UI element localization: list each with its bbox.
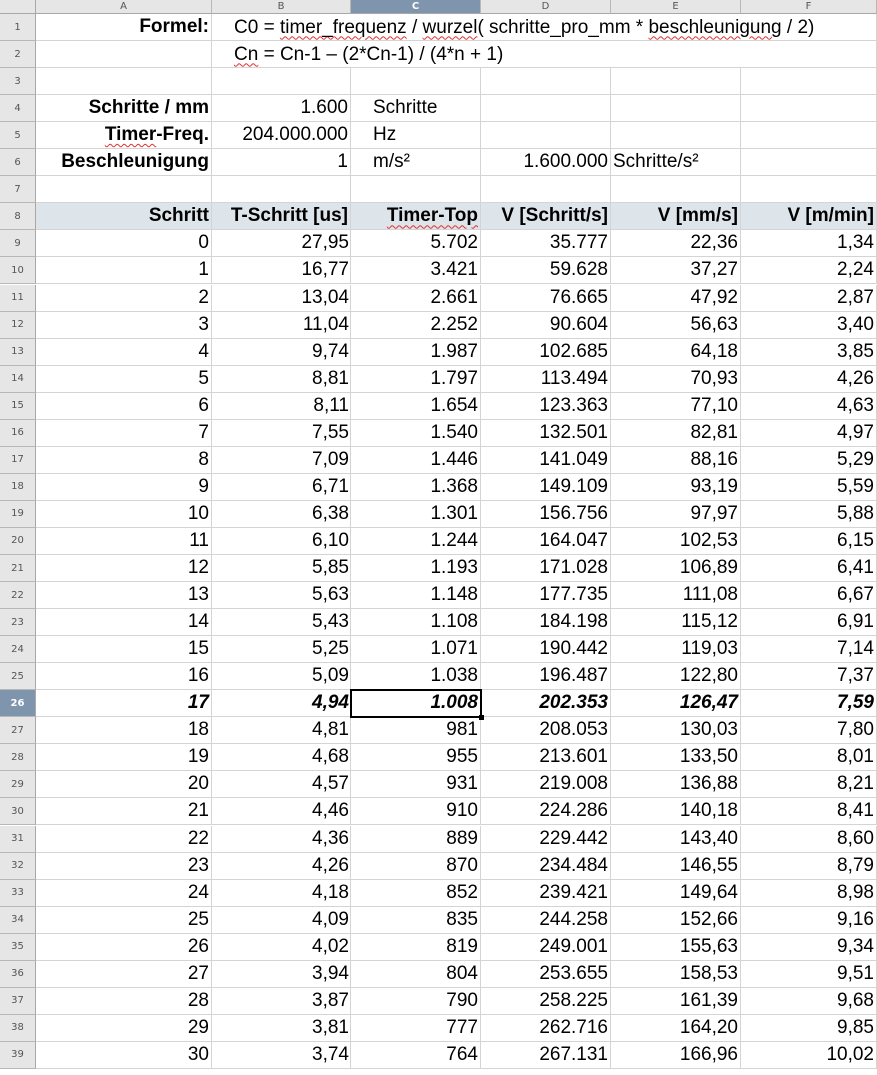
table-cell[interactable]: 90.604 [481, 312, 611, 339]
timer-freq-label-part: -Freq. [156, 124, 209, 146]
table-cell[interactable]: 1.071 [351, 636, 481, 663]
table-cell[interactable]: 14 [36, 609, 212, 636]
table-cell[interactable]: 93,19 [611, 474, 741, 501]
grid-cell[interactable] [351, 176, 481, 203]
row-header-30[interactable]: 30 [0, 798, 36, 825]
row-header-9[interactable]: 9 [0, 230, 36, 257]
table-cell[interactable]: 64,18 [611, 339, 741, 366]
table-header-text: Timer-Top [386, 205, 478, 227]
table-cell[interactable]: 4,68 [212, 744, 351, 771]
formula-label[interactable]: Formel: [36, 14, 212, 41]
table-cell[interactable]: 20 [36, 771, 212, 798]
table-cell[interactable]: 5,09 [212, 663, 351, 690]
table-cell[interactable]: 158,53 [611, 961, 741, 988]
grid-cell[interactable] [36, 68, 212, 95]
row-header-13[interactable]: 13 [0, 339, 36, 366]
formula-line-1-part: ( schritte_pro_mm * [477, 16, 649, 38]
table-cell[interactable]: 6,67 [741, 582, 877, 609]
row-header-19[interactable]: 19 [0, 501, 36, 528]
table-cell[interactable]: 7,59 [741, 690, 877, 717]
grid-cell[interactable] [611, 68, 741, 95]
table-cell[interactable]: 5,25 [212, 636, 351, 663]
table-cell[interactable]: 239.421 [481, 880, 611, 907]
table-cell[interactable]: 0 [36, 230, 212, 257]
select-all-corner[interactable] [0, 0, 36, 14]
table-cell[interactable]: 5,63 [212, 582, 351, 609]
table-cell[interactable]: 6,41 [741, 555, 877, 582]
table-cell[interactable]: 7,37 [741, 663, 877, 690]
table-cell[interactable]: 115,12 [611, 609, 741, 636]
table-cell[interactable]: 6 [36, 393, 212, 420]
table-header-3[interactable]: V [Schritt/s] [481, 203, 611, 230]
grid-cell[interactable] [481, 68, 611, 95]
formula-line-1-part: wurzel [422, 16, 478, 38]
table-cell[interactable]: 262.716 [481, 1015, 611, 1042]
table-cell[interactable]: 149.109 [481, 474, 611, 501]
table-cell[interactable]: 9,16 [741, 907, 877, 934]
formula-line-2-part: Cn [234, 43, 259, 65]
table-cell[interactable]: 10,02 [741, 1042, 877, 1069]
table-cell[interactable]: 5 [36, 366, 212, 393]
row-header-1[interactable]: 1 [0, 14, 36, 41]
table-cell[interactable]: 177.735 [481, 582, 611, 609]
table-cell[interactable]: 13,04 [212, 285, 351, 312]
table-cell[interactable]: 3,85 [741, 339, 877, 366]
table-cell[interactable]: 4,81 [212, 717, 351, 744]
grid-cell[interactable] [741, 68, 877, 95]
row-header-26[interactable]: 26 [0, 690, 36, 717]
formula-line-1-part: / [406, 16, 423, 38]
table-cell[interactable]: 253.655 [481, 961, 611, 988]
table-cell[interactable]: 1,34 [741, 230, 877, 257]
row-header-11[interactable]: 11 [0, 285, 36, 312]
grid-cell[interactable] [611, 95, 741, 122]
table-cell[interactable]: 4,94 [212, 690, 351, 717]
table-cell[interactable]: 37,27 [611, 257, 741, 284]
row-header-29[interactable]: 29 [0, 771, 36, 798]
table-cell[interactable]: 3,40 [741, 312, 877, 339]
table-cell[interactable]: 140,18 [611, 798, 741, 825]
table-cell[interactable]: 777 [351, 1015, 481, 1042]
table-cell[interactable]: 132.501 [481, 420, 611, 447]
table-cell[interactable]: 82,81 [611, 420, 741, 447]
table-cell[interactable]: 143,40 [611, 826, 741, 853]
table-cell[interactable]: 219.008 [481, 771, 611, 798]
row-header-10[interactable]: 10 [0, 257, 36, 284]
table-cell[interactable]: 1.008 [351, 690, 481, 717]
table-cell[interactable]: 29 [36, 1015, 212, 1042]
table-cell[interactable]: 166,96 [611, 1042, 741, 1069]
table-cell[interactable]: 8,60 [741, 826, 877, 853]
table-header-2[interactable] [351, 203, 481, 230]
table-cell[interactable]: 4,97 [741, 420, 877, 447]
table-cell[interactable]: 2,87 [741, 285, 877, 312]
table-cell[interactable]: 1.193 [351, 555, 481, 582]
table-cell[interactable]: 267.131 [481, 1042, 611, 1069]
table-cell[interactable]: 130,03 [611, 717, 741, 744]
table-cell[interactable]: 1 [36, 257, 212, 284]
row-header-7[interactable]: 7 [0, 176, 36, 203]
table-cell[interactable]: 5,59 [741, 474, 877, 501]
table-cell[interactable]: 4,26 [741, 366, 877, 393]
table-cell[interactable]: 9,34 [741, 934, 877, 961]
table-cell[interactable]: 229.442 [481, 826, 611, 853]
table-cell[interactable]: 35.777 [481, 230, 611, 257]
table-cell[interactable]: 5,88 [741, 501, 877, 528]
table-cell[interactable]: 1.987 [351, 339, 481, 366]
steps-unit[interactable]: Schritte [351, 95, 481, 122]
table-cell[interactable]: 161,39 [611, 988, 741, 1015]
row-header-2[interactable]: 2 [0, 41, 36, 68]
table-cell[interactable]: 258.225 [481, 988, 611, 1015]
table-cell[interactable]: 3,81 [212, 1015, 351, 1042]
table-cell[interactable]: 1.038 [351, 663, 481, 690]
row-header-27[interactable]: 27 [0, 717, 36, 744]
table-cell[interactable]: 8,81 [212, 366, 351, 393]
table-cell[interactable]: 790 [351, 988, 481, 1015]
acceleration-label[interactable]: Beschleunigung [36, 149, 212, 176]
table-cell[interactable]: 1.244 [351, 528, 481, 555]
table-cell[interactable]: 152,66 [611, 907, 741, 934]
table-cell[interactable]: 7 [36, 420, 212, 447]
table-cell[interactable]: 4,63 [741, 393, 877, 420]
table-cell[interactable]: 4,57 [212, 771, 351, 798]
table-cell[interactable]: 18 [36, 717, 212, 744]
row-header-8[interactable]: 8 [0, 203, 36, 230]
grid-cell[interactable] [36, 41, 212, 68]
table-cell[interactable]: 122,80 [611, 663, 741, 690]
table-cell[interactable]: 202.353 [481, 690, 611, 717]
table-cell[interactable]: 26 [36, 934, 212, 961]
table-cell[interactable]: 7,80 [741, 717, 877, 744]
table-cell[interactable]: 8,79 [741, 853, 877, 880]
table-cell[interactable]: 30 [36, 1042, 212, 1069]
grid-cell[interactable] [741, 149, 877, 176]
table-cell[interactable]: 102,53 [611, 528, 741, 555]
table-cell[interactable]: 22,36 [611, 230, 741, 257]
table-cell[interactable]: 59.628 [481, 257, 611, 284]
table-cell[interactable]: 27 [36, 961, 212, 988]
table-cell[interactable]: 25 [36, 907, 212, 934]
table-cell[interactable]: 9,85 [741, 1015, 877, 1042]
table-cell[interactable]: 6,71 [212, 474, 351, 501]
table-cell[interactable]: 8,98 [741, 880, 877, 907]
table-cell[interactable]: 111,08 [611, 582, 741, 609]
timer-freq-label-part: Timer [104, 124, 157, 146]
table-cell[interactable]: 7,09 [212, 447, 351, 474]
table-cell[interactable]: 184.198 [481, 609, 611, 636]
row-header-32[interactable]: 32 [0, 853, 36, 880]
table-cell[interactable]: 88,16 [611, 447, 741, 474]
table-cell[interactable]: 7,14 [741, 636, 877, 663]
acceleration-unit[interactable]: m/s² [351, 149, 481, 176]
row-header-14[interactable]: 14 [0, 366, 36, 393]
row-header-3[interactable]: 3 [0, 68, 36, 95]
acceleration-value[interactable]: 1 [212, 149, 351, 176]
table-cell[interactable]: 155,63 [611, 934, 741, 961]
table-cell[interactable]: 126,47 [611, 690, 741, 717]
acceleration-steps-value[interactable]: 1.600.000 [481, 149, 611, 176]
grid-cell[interactable] [741, 176, 877, 203]
table-cell[interactable]: 981 [351, 717, 481, 744]
table-cell[interactable]: 6,15 [741, 528, 877, 555]
table-cell[interactable]: 119,03 [611, 636, 741, 663]
table-cell[interactable]: 4,46 [212, 798, 351, 825]
table-cell[interactable]: 133,50 [611, 744, 741, 771]
table-cell[interactable]: 1.368 [351, 474, 481, 501]
table-cell[interactable]: 234.484 [481, 853, 611, 880]
table-cell[interactable]: 24 [36, 880, 212, 907]
table-cell[interactable]: 136,88 [611, 771, 741, 798]
table-cell[interactable]: 16 [36, 663, 212, 690]
table-cell[interactable]: 1.108 [351, 609, 481, 636]
table-cell[interactable]: 171.028 [481, 555, 611, 582]
table-cell[interactable]: 3 [36, 312, 212, 339]
table-cell[interactable]: 4 [36, 339, 212, 366]
table-cell[interactable]: 931 [351, 771, 481, 798]
table-cell[interactable]: 3,87 [212, 988, 351, 1015]
timer-freq-value[interactable]: 204.000.000 [212, 122, 351, 149]
grid-cell[interactable] [212, 68, 351, 95]
column-header-a[interactable]: A [36, 0, 212, 14]
steps-per-mm-value[interactable]: 1.600 [212, 95, 351, 122]
formula-line-1-part: C0 = [234, 16, 280, 38]
table-cell[interactable]: 764 [351, 1042, 481, 1069]
table-cell[interactable]: 6,91 [741, 609, 877, 636]
table-cell[interactable]: 1.301 [351, 501, 481, 528]
table-cell[interactable]: 910 [351, 798, 481, 825]
table-cell[interactable]: 8,01 [741, 744, 877, 771]
table-cell[interactable]: 6,10 [212, 528, 351, 555]
column-header-d[interactable]: D [481, 0, 611, 14]
row-header-15[interactable]: 15 [0, 393, 36, 420]
table-cell[interactable]: 11,04 [212, 312, 351, 339]
row-header-4[interactable]: 4 [0, 95, 36, 122]
table-cell[interactable]: 164,20 [611, 1015, 741, 1042]
grid-cell[interactable] [611, 176, 741, 203]
row-header-20[interactable]: 20 [0, 528, 36, 555]
table-cell[interactable]: 7,55 [212, 420, 351, 447]
table-header-4[interactable]: V [mm/s] [611, 203, 741, 230]
table-cell[interactable]: 76.665 [481, 285, 611, 312]
table-cell[interactable]: 141.049 [481, 447, 611, 474]
column-header-b[interactable]: B [212, 0, 351, 14]
table-cell[interactable]: 8 [36, 447, 212, 474]
table-cell[interactable]: 146,55 [611, 853, 741, 880]
row-header-24[interactable]: 24 [0, 636, 36, 663]
row-header-33[interactable]: 33 [0, 880, 36, 907]
table-cell[interactable]: 4,09 [212, 907, 351, 934]
grid-cell[interactable] [611, 122, 741, 149]
table-cell[interactable]: 955 [351, 744, 481, 771]
grid-cell[interactable] [481, 176, 611, 203]
table-cell[interactable]: 4,26 [212, 853, 351, 880]
table-header-5[interactable]: V [m/min] [741, 203, 877, 230]
table-cell[interactable]: 4,36 [212, 826, 351, 853]
table-cell[interactable]: 56,63 [611, 312, 741, 339]
row-header-16[interactable]: 16 [0, 420, 36, 447]
grid-cell[interactable] [741, 122, 877, 149]
table-cell[interactable]: 244.258 [481, 907, 611, 934]
table-cell[interactable]: 21 [36, 798, 212, 825]
column-header-f[interactable]: F [741, 0, 877, 14]
table-cell[interactable]: 27,95 [212, 230, 351, 257]
table-cell[interactable]: 208.053 [481, 717, 611, 744]
formula-line-1-part: beschleunigung [648, 16, 782, 38]
table-cell[interactable]: 835 [351, 907, 481, 934]
table-cell[interactable]: 224.286 [481, 798, 611, 825]
table-cell[interactable]: 3.421 [351, 257, 481, 284]
row-header-25[interactable]: 25 [0, 663, 36, 690]
formula-line-2[interactable] [212, 41, 877, 68]
table-cell[interactable]: 77,10 [611, 393, 741, 420]
table-cell[interactable]: 2,24 [741, 257, 877, 284]
table-cell[interactable]: 819 [351, 934, 481, 961]
table-cell[interactable]: 3,74 [212, 1042, 351, 1069]
table-cell[interactable]: 4,02 [212, 934, 351, 961]
row-header-18[interactable]: 18 [0, 474, 36, 501]
row-header-36[interactable]: 36 [0, 961, 36, 988]
table-cell[interactable]: 2.661 [351, 285, 481, 312]
table-cell[interactable]: 28 [36, 988, 212, 1015]
table-cell[interactable]: 8,41 [741, 798, 877, 825]
table-cell[interactable]: 16,77 [212, 257, 351, 284]
table-cell[interactable]: 97,97 [611, 501, 741, 528]
table-cell[interactable]: 164.047 [481, 528, 611, 555]
table-cell[interactable]: 12 [36, 555, 212, 582]
row-header-22[interactable]: 22 [0, 582, 36, 609]
table-cell[interactable]: 9,68 [741, 988, 877, 1015]
row-header-34[interactable]: 34 [0, 907, 36, 934]
timer-freq-label[interactable] [36, 122, 212, 149]
table-cell[interactable]: 113.494 [481, 366, 611, 393]
table-cell[interactable]: 8,11 [212, 393, 351, 420]
acceleration-steps-unit[interactable]: Schritte/s² [611, 149, 741, 176]
column-header-c[interactable]: C [351, 0, 481, 14]
table-cell[interactable]: 4,18 [212, 880, 351, 907]
table-cell[interactable]: 1.540 [351, 420, 481, 447]
table-cell[interactable]: 870 [351, 853, 481, 880]
row-header-6[interactable]: 6 [0, 149, 36, 176]
timer-freq-unit[interactable]: Hz [351, 122, 481, 149]
formula-line-1[interactable] [212, 14, 877, 41]
column-header-e[interactable]: E [611, 0, 741, 14]
table-cell[interactable]: 123.363 [481, 393, 611, 420]
fill-handle[interactable] [479, 715, 484, 720]
table-cell[interactable]: 213.601 [481, 744, 611, 771]
table-cell[interactable]: 70,93 [611, 366, 741, 393]
table-header-1[interactable]: T-Schritt [us] [212, 203, 351, 230]
table-cell[interactable]: 23 [36, 853, 212, 880]
table-header-0[interactable]: Schritt [36, 203, 212, 230]
table-cell[interactable]: 852 [351, 880, 481, 907]
table-cell[interactable]: 5,85 [212, 555, 351, 582]
table-cell[interactable]: 15 [36, 636, 212, 663]
table-cell[interactable]: 11 [36, 528, 212, 555]
row-header-28[interactable]: 28 [0, 744, 36, 771]
row-header-17[interactable]: 17 [0, 447, 36, 474]
table-cell[interactable]: 102.685 [481, 339, 611, 366]
table-cell[interactable]: 9,74 [212, 339, 351, 366]
row-header-37[interactable]: 37 [0, 988, 36, 1015]
table-cell[interactable]: 6,38 [212, 501, 351, 528]
table-cell[interactable]: 13 [36, 582, 212, 609]
table-cell[interactable]: 17 [36, 690, 212, 717]
table-cell[interactable]: 156.756 [481, 501, 611, 528]
row-header-35[interactable]: 35 [0, 934, 36, 961]
formula-line-1-part: timer_frequenz [279, 16, 407, 38]
table-cell[interactable]: 889 [351, 826, 481, 853]
row-header-38[interactable]: 38 [0, 1015, 36, 1042]
row-header-12[interactable]: 12 [0, 312, 36, 339]
formula-line-1-part: / 2) [781, 16, 815, 38]
grid-cell[interactable] [212, 176, 351, 203]
table-cell[interactable]: 9,51 [741, 961, 877, 988]
table-cell[interactable]: 9 [36, 474, 212, 501]
grid-cell[interactable] [36, 176, 212, 203]
row-header-39[interactable]: 39 [0, 1042, 36, 1069]
table-cell[interactable]: 10 [36, 501, 212, 528]
table-cell[interactable]: 1.148 [351, 582, 481, 609]
table-cell[interactable]: 22 [36, 826, 212, 853]
formula-line-2-part: = Cn-1 – (2*Cn-1) / (4*n + 1) [258, 43, 504, 65]
table-cell[interactable]: 8,21 [741, 771, 877, 798]
table-cell[interactable]: 2 [36, 285, 212, 312]
grid-cell[interactable] [741, 95, 877, 122]
table-cell[interactable]: 1.797 [351, 366, 481, 393]
row-header-5[interactable]: 5 [0, 122, 36, 149]
table-cell[interactable]: 804 [351, 961, 481, 988]
table-cell[interactable]: 106,89 [611, 555, 741, 582]
table-cell[interactable]: 2.252 [351, 312, 481, 339]
table-cell[interactable]: 149,64 [611, 880, 741, 907]
table-cell[interactable]: 5.702 [351, 230, 481, 257]
table-cell[interactable]: 47,92 [611, 285, 741, 312]
table-cell[interactable]: 3,94 [212, 961, 351, 988]
steps-per-mm-label[interactable]: Schritte / mm [36, 95, 212, 122]
table-cell[interactable]: 1.446 [351, 447, 481, 474]
table-cell[interactable]: 19 [36, 744, 212, 771]
grid-cell[interactable] [481, 122, 611, 149]
grid-cell[interactable] [351, 68, 481, 95]
table-cell[interactable]: 190.442 [481, 636, 611, 663]
row-header-21[interactable]: 21 [0, 555, 36, 582]
row-header-31[interactable]: 31 [0, 826, 36, 853]
row-header-23[interactable]: 23 [0, 609, 36, 636]
table-cell[interactable]: 5,43 [212, 609, 351, 636]
table-cell[interactable]: 5,29 [741, 447, 877, 474]
table-cell[interactable]: 1.654 [351, 393, 481, 420]
table-cell[interactable]: 196.487 [481, 663, 611, 690]
grid-cell[interactable] [481, 95, 611, 122]
table-cell[interactable]: 249.001 [481, 934, 611, 961]
